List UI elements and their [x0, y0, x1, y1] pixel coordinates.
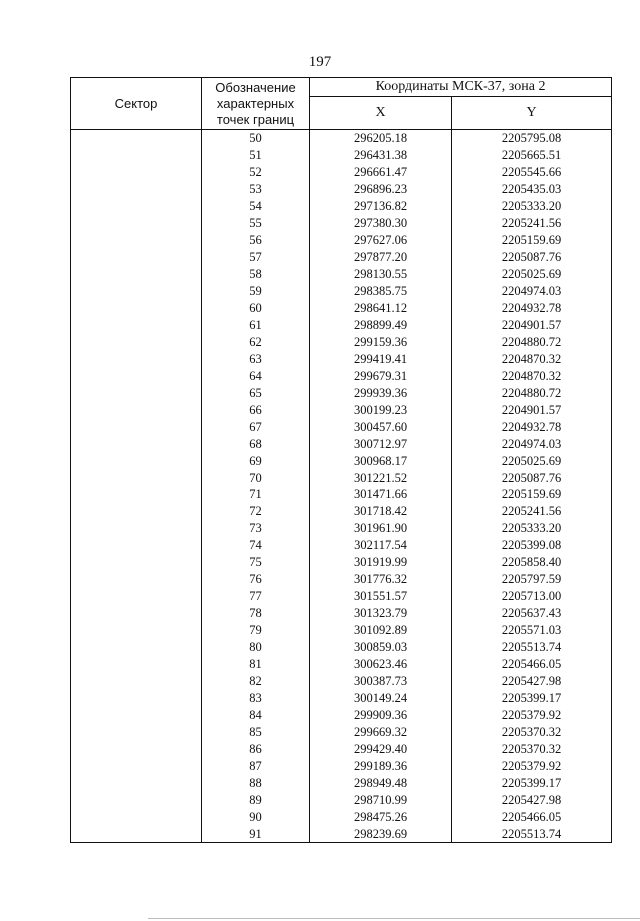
point-number-cell: 68 [202, 435, 310, 452]
point-number-cell: 66 [202, 401, 310, 418]
x-coordinate-cell: 298239.69 [310, 825, 452, 842]
x-coordinate-cell: 301092.89 [310, 622, 452, 639]
x-coordinate-cell: 298475.26 [310, 808, 452, 825]
point-number-cell: 91 [202, 825, 310, 842]
y-coordinate-cell: 2204901.57 [452, 316, 612, 333]
y-coordinate-cell: 2205399.17 [452, 774, 612, 791]
y-coordinate-cell: 2205466.05 [452, 656, 612, 673]
x-coordinate-cell: 300623.46 [310, 656, 452, 673]
x-coordinate-cell: 298710.99 [310, 791, 452, 808]
x-coordinate-cell: 298949.48 [310, 774, 452, 791]
x-coordinate-cell: 299939.36 [310, 384, 452, 401]
y-coordinate-cell: 2204870.32 [452, 350, 612, 367]
point-number-cell: 58 [202, 266, 310, 283]
x-coordinate-cell: 297380.30 [310, 215, 452, 232]
point-number-cell: 74 [202, 537, 310, 554]
point-number-cell: 59 [202, 283, 310, 300]
y-coordinate-cell: 2205665.51 [452, 147, 612, 164]
point-number-cell: 54 [202, 198, 310, 215]
point-number-cell: 62 [202, 333, 310, 350]
y-coordinate-cell: 2205370.32 [452, 723, 612, 740]
point-number-cell: 84 [202, 706, 310, 723]
x-coordinate-cell: 300712.97 [310, 435, 452, 452]
point-number-cell: 83 [202, 689, 310, 706]
x-coordinate-cell: 296431.38 [310, 147, 452, 164]
point-number-cell: 89 [202, 791, 310, 808]
y-coordinate-cell: 2205513.74 [452, 825, 612, 842]
x-coordinate-cell: 300859.03 [310, 639, 452, 656]
point-number-cell: 72 [202, 503, 310, 520]
y-coordinate-cell: 2205858.40 [452, 554, 612, 571]
point-number-cell: 76 [202, 571, 310, 588]
point-number-cell: 87 [202, 757, 310, 774]
sector-cell [71, 130, 202, 843]
x-coordinate-cell: 299159.36 [310, 333, 452, 350]
header-x: X [310, 97, 452, 130]
x-coordinate-cell: 298385.75 [310, 283, 452, 300]
point-number-cell: 63 [202, 350, 310, 367]
x-coordinate-cell: 301961.90 [310, 520, 452, 537]
point-number-cell: 75 [202, 554, 310, 571]
point-number-cell: 67 [202, 418, 310, 435]
point-number-cell: 56 [202, 232, 310, 249]
y-coordinate-cell: 2205713.00 [452, 588, 612, 605]
point-number-cell: 50 [202, 130, 310, 147]
y-coordinate-cell: 2205797.59 [452, 571, 612, 588]
x-coordinate-cell: 298130.55 [310, 266, 452, 283]
header-designation [202, 78, 310, 130]
header-designation-line: Обозначение [215, 79, 296, 95]
y-coordinate-cell: 2205466.05 [452, 808, 612, 825]
y-coordinate-cell: 2204880.72 [452, 333, 612, 350]
y-coordinate-cell: 2205795.08 [452, 130, 612, 147]
header-sector: Сектор [71, 78, 202, 130]
header-coordinates: Координаты МСК-37, зона 2 [310, 78, 612, 97]
x-coordinate-cell: 302117.54 [310, 537, 452, 554]
y-coordinate-cell: 2205513.74 [452, 639, 612, 656]
x-coordinate-cell: 296205.18 [310, 130, 452, 147]
point-number-cell: 53 [202, 181, 310, 198]
table-header [71, 78, 612, 130]
x-coordinate-cell: 301919.99 [310, 554, 452, 571]
y-coordinate-cell: 2205087.76 [452, 469, 612, 486]
header-designation-line: характерных [216, 95, 295, 111]
y-coordinate-cell: 2205087.76 [452, 249, 612, 266]
y-coordinate-cell: 2204870.32 [452, 367, 612, 384]
y-coordinate-cell: 2204932.78 [452, 418, 612, 435]
page-number: 197 [308, 54, 332, 70]
x-coordinate-cell: 299189.36 [310, 757, 452, 774]
x-coordinate-cell: 301221.52 [310, 469, 452, 486]
x-coordinate-cell: 298641.12 [310, 300, 452, 317]
point-number-cell: 64 [202, 367, 310, 384]
coordinates-table [70, 77, 612, 843]
y-coordinate-cell: 2205379.92 [452, 706, 612, 723]
x-coordinate-cell: 298899.49 [310, 316, 452, 333]
x-coordinate-cell: 297136.82 [310, 198, 452, 215]
point-number-cell: 85 [202, 723, 310, 740]
point-number-cell: 55 [202, 215, 310, 232]
y-coordinate-cell: 2205241.56 [452, 215, 612, 232]
header-designation-line: точек границ [216, 111, 295, 127]
x-coordinate-cell: 297627.06 [310, 232, 452, 249]
x-coordinate-cell: 296661.47 [310, 164, 452, 181]
y-coordinate-cell: 2205333.20 [452, 520, 612, 537]
point-number-cell: 60 [202, 300, 310, 317]
x-coordinate-cell: 300387.73 [310, 673, 452, 690]
point-number-cell: 73 [202, 520, 310, 537]
x-coordinate-cell: 299909.36 [310, 706, 452, 723]
point-number-cell: 90 [202, 808, 310, 825]
point-number-cell: 71 [202, 486, 310, 503]
y-coordinate-cell: 2205637.43 [452, 605, 612, 622]
point-number-cell: 80 [202, 639, 310, 656]
y-coordinate-cell: 2205379.92 [452, 757, 612, 774]
y-coordinate-cell: 2204974.03 [452, 283, 612, 300]
table-body [71, 130, 612, 843]
x-coordinate-cell: 299669.32 [310, 723, 452, 740]
x-coordinate-cell: 299429.40 [310, 740, 452, 757]
y-coordinate-cell: 2204880.72 [452, 384, 612, 401]
point-number-cell: 86 [202, 740, 310, 757]
y-coordinate-cell: 2204932.78 [452, 300, 612, 317]
x-coordinate-cell: 301718.42 [310, 503, 452, 520]
point-number-cell: 61 [202, 316, 310, 333]
x-coordinate-cell: 300968.17 [310, 452, 452, 469]
y-coordinate-cell: 2205025.69 [452, 266, 612, 283]
header-y: Y [452, 97, 612, 130]
table-row [71, 130, 612, 147]
x-coordinate-cell: 301323.79 [310, 605, 452, 622]
point-number-cell: 77 [202, 588, 310, 605]
point-number-cell: 78 [202, 605, 310, 622]
y-coordinate-cell: 2204974.03 [452, 435, 612, 452]
x-coordinate-cell: 296896.23 [310, 181, 452, 198]
y-coordinate-cell: 2205333.20 [452, 198, 612, 215]
point-number-cell: 88 [202, 774, 310, 791]
x-coordinate-cell: 299679.31 [310, 367, 452, 384]
y-coordinate-cell: 2205435.03 [452, 181, 612, 198]
point-number-cell: 69 [202, 452, 310, 469]
point-number-cell: 51 [202, 147, 310, 164]
x-coordinate-cell: 297877.20 [310, 249, 452, 266]
y-coordinate-cell: 2205399.08 [452, 537, 612, 554]
y-coordinate-cell: 2204901.57 [452, 401, 612, 418]
x-coordinate-cell: 301471.66 [310, 486, 452, 503]
y-coordinate-cell: 2205025.69 [452, 452, 612, 469]
y-coordinate-cell: 2205159.69 [452, 486, 612, 503]
y-coordinate-cell: 2205545.66 [452, 164, 612, 181]
x-coordinate-cell: 301551.57 [310, 588, 452, 605]
y-coordinate-cell: 2205399.17 [452, 689, 612, 706]
point-number-cell: 65 [202, 384, 310, 401]
x-coordinate-cell: 300199.23 [310, 401, 452, 418]
y-coordinate-cell: 2205370.32 [452, 740, 612, 757]
scan-edge-line [148, 918, 640, 919]
x-coordinate-cell: 299419.41 [310, 350, 452, 367]
x-coordinate-cell: 300457.60 [310, 418, 452, 435]
y-coordinate-cell: 2205571.03 [452, 622, 612, 639]
point-number-cell: 57 [202, 249, 310, 266]
point-number-cell: 52 [202, 164, 310, 181]
y-coordinate-cell: 2205159.69 [452, 232, 612, 249]
point-number-cell: 79 [202, 622, 310, 639]
y-coordinate-cell: 2205427.98 [452, 673, 612, 690]
point-number-cell: 70 [202, 469, 310, 486]
x-coordinate-cell: 301776.32 [310, 571, 452, 588]
x-coordinate-cell: 300149.24 [310, 689, 452, 706]
y-coordinate-cell: 2205427.98 [452, 791, 612, 808]
point-number-cell: 82 [202, 673, 310, 690]
point-number-cell: 81 [202, 656, 310, 673]
y-coordinate-cell: 2205241.56 [452, 503, 612, 520]
